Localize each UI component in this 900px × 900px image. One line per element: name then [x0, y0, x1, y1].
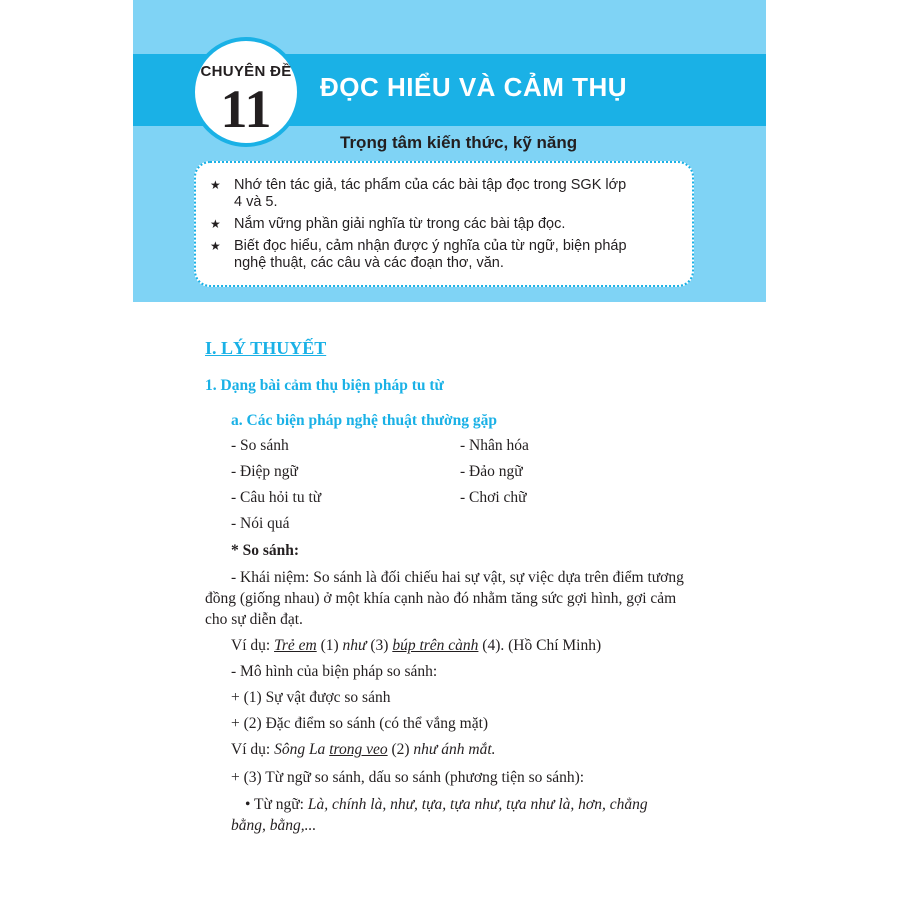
example-marker: (4). (Hồ Chí Minh): [478, 637, 602, 654]
focus-item-line: nghệ thuật, các câu và các đoạn thơ, văn.: [234, 255, 504, 271]
example-comparator: như: [342, 637, 367, 654]
chapter-title: ĐỌC HIỂU VÀ CẢM THỤ: [320, 72, 628, 102]
star-icon: ★: [210, 178, 221, 192]
example-marker: (3): [366, 637, 393, 654]
model-item: + (1) Sự vật được so sánh: [231, 689, 391, 706]
words-list-continued: bằng, bằng,...: [231, 817, 317, 834]
concept-line: cho sự diễn đạt.: [205, 611, 303, 628]
technique-item: - Câu hỏi tu từ: [231, 489, 322, 506]
technique-item: - Nói quá: [231, 515, 290, 532]
subsection-title: 1. Dạng bài cảm thụ biện pháp tu từ: [205, 377, 444, 394]
badge-number: 11: [220, 79, 272, 139]
example-marker: (2): [387, 741, 414, 758]
focus-item-line: Biết đọc hiểu, cảm nhận được ý nghĩa của từ ngữ, biện pháp: [234, 238, 627, 254]
concept-line: - Khái niệm: So sánh là đối chiếu hai sự vật, sự việc dựa trên điểm tương: [231, 569, 684, 586]
example-object: như ánh mắt.: [413, 741, 496, 758]
example-prefix: Ví dụ:: [231, 741, 275, 758]
technique-item: - Điệp ngữ: [231, 463, 298, 480]
example-1: [231, 636, 601, 656]
example-prefix: Ví dụ:: [231, 637, 275, 654]
example-marker: (1): [316, 637, 343, 654]
model-item: + (3) Từ ngữ so sánh, dấu so sánh (phương tiện so sánh):: [231, 769, 585, 786]
example-feature: trong veo: [329, 741, 388, 758]
star-icon: ★: [210, 239, 221, 253]
subsubsection-title: a. Các biện pháp nghệ thuật thường gặp: [231, 412, 497, 429]
example-subject: Trẻ em: [274, 637, 317, 654]
technique-item: - Đảo ngữ: [460, 463, 523, 480]
technique-item: - Chơi chữ: [460, 489, 527, 506]
words-line: [245, 795, 648, 815]
star-icon: ★: [210, 217, 221, 231]
focus-item-line: Nhớ tên tác giả, tác phẩm của các bài tập đọc trong SGK lớp: [234, 177, 627, 193]
so-sanh-heading: * So sánh:: [231, 542, 300, 559]
model-heading: - Mô hình của biện pháp so sánh:: [231, 663, 438, 680]
technique-item: - So sánh: [231, 437, 289, 454]
focus-heading: Trọng tâm kiến thức, kỹ năng: [340, 133, 578, 152]
focus-item-line: Nắm vững phần giải nghĩa từ trong các bài tập đọc.: [234, 216, 566, 232]
example-2: [231, 740, 496, 760]
technique-item: - Nhân hóa: [460, 437, 529, 454]
example-object: búp trên cành: [392, 637, 479, 654]
words-list: Là, chính là, như, tựa, tựa như, tựa như là, hơn, chẳng: [307, 796, 648, 813]
focus-item-line: 4 và 5.: [234, 194, 278, 210]
concept-line: đồng (giống nhau) ở một khía cạnh nào đó nhằm tăng sức gợi hình, gợi cảm: [205, 590, 677, 607]
example-subject: Sông La: [274, 741, 330, 758]
words-label: • Từ ngữ:: [245, 796, 308, 813]
badge-label: CHUYÊN ĐỀ: [200, 63, 292, 80]
section-title: I. LÝ THUYẾT: [205, 338, 327, 358]
model-item: + (2) Đặc điểm so sánh (có thể vắng mặt): [231, 715, 489, 732]
